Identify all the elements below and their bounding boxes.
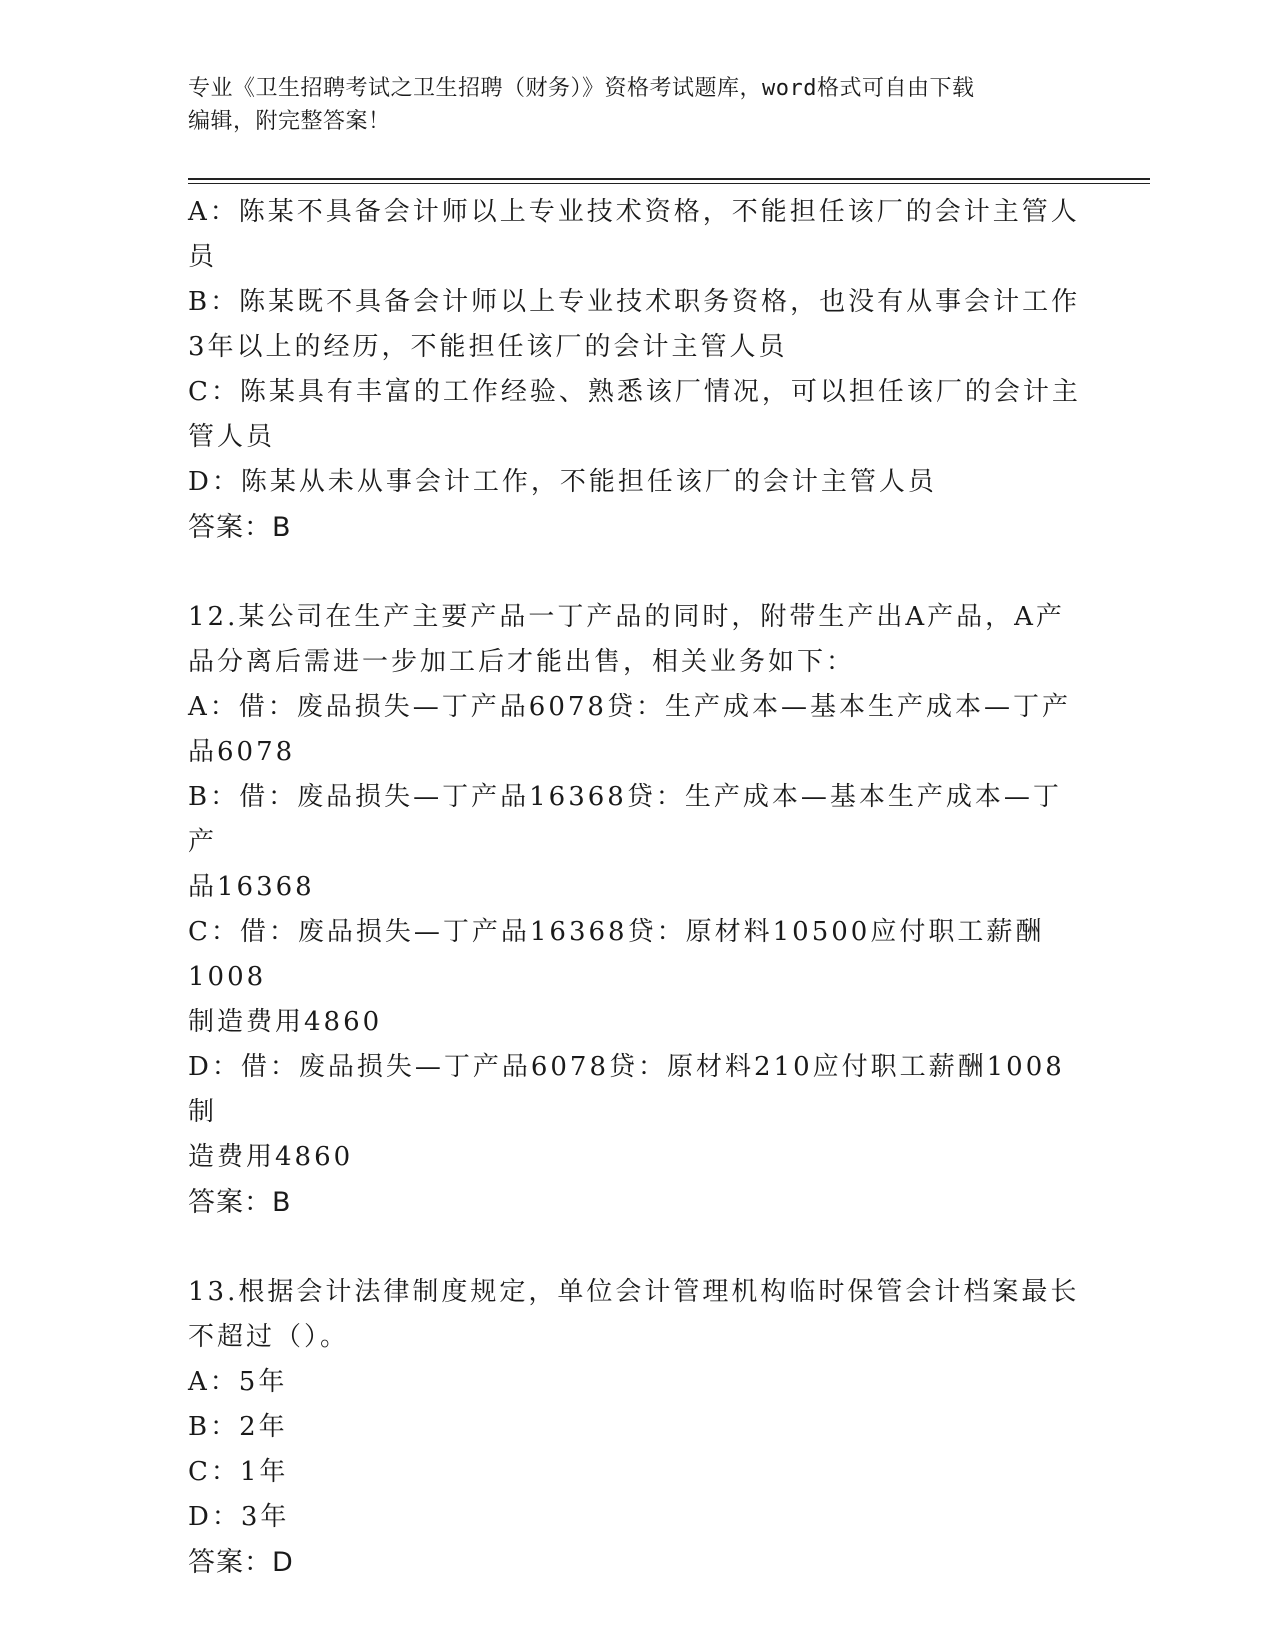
q11-answer: 答案：B	[188, 512, 292, 543]
q13-option-c: C：1年	[188, 1457, 289, 1487]
q11-option-c-line1: C：陈某具有丰富的工作经验、熟悉该厂情况，可以担任该厂的会计主	[188, 377, 1081, 407]
q12-option-d-line1: D：借：废品损失—丁产品6078贷：原材料210应付职工薪酬1008制	[188, 1052, 1065, 1127]
q12-option-a-line2: 品6078	[188, 737, 296, 767]
q12-option-c-line2: 制造费用4860	[188, 1007, 383, 1037]
document-header	[188, 72, 1088, 138]
q11-option-a-line2: 员	[188, 242, 218, 272]
header-line-2: 编辑，附完整答案！	[188, 109, 391, 134]
q13-option-a: A：5年	[188, 1367, 288, 1397]
q12-stem-line1: 12.某公司在生产主要产品一丁产品的同时，附带生产出A产品，A产	[188, 602, 1065, 632]
spacer	[188, 1225, 1088, 1270]
q13-option-d: D：3年	[188, 1502, 290, 1532]
q11-option-b-line1: B：陈某既不具备会计师以上专业技术职务资格，也没有从事会计工作	[188, 287, 1081, 317]
question-13-block	[188, 1270, 1088, 1585]
header-rule-thin	[188, 183, 1150, 184]
question-11-block	[188, 190, 1088, 550]
q12-option-b-line2: 品16368	[188, 872, 315, 902]
q11-option-d-line1: D：陈某从未从事会计工作，不能担任该厂的会计主管人员	[188, 467, 937, 497]
q13-stem-line2: 不超过（）。	[188, 1322, 350, 1352]
q12-option-c-line1: C：借：废品损失—丁产品16368贷：原材料10500应付职工薪酬1008	[188, 917, 1045, 992]
q13-option-b: B：2年	[188, 1412, 288, 1442]
header-rule-thick	[188, 178, 1150, 180]
q12-option-d-line2: 造费用4860	[188, 1142, 354, 1172]
q11-option-b-line2: 3年以上的经历，不能担任该厂的会计主管人员	[188, 332, 788, 362]
spacer	[188, 550, 1088, 595]
q11-option-c-line2: 管人员	[188, 422, 276, 452]
q12-answer: 答案：B	[188, 1187, 292, 1218]
q12-option-b-line1: B：借：废品损失—丁产品16368贷：生产成本—基本生产成本—丁产	[188, 782, 1062, 857]
q11-option-a-line1: A：陈某不具备会计师以上专业技术资格，不能担任该厂的会计主管人	[188, 197, 1080, 227]
question-content	[188, 190, 1088, 1585]
header-line-1: 专业《卫生招聘考试之卫生招聘（财务）》资格考试题库，word格式可自由下载	[188, 76, 975, 101]
q12-stem-line2: 品分离后需进一步加工后才能出售，相关业务如下：	[188, 647, 856, 677]
q12-option-a-line1: A：借：废品损失—丁产品6078贷：生产成本—基本生产成本—丁产	[188, 692, 1071, 722]
question-12-block	[188, 595, 1088, 1225]
q13-answer: 答案：D	[188, 1547, 294, 1578]
q13-stem-line1: 13.根据会计法律制度规定，单位会计管理机构临时保管会计档案最长	[188, 1277, 1080, 1307]
